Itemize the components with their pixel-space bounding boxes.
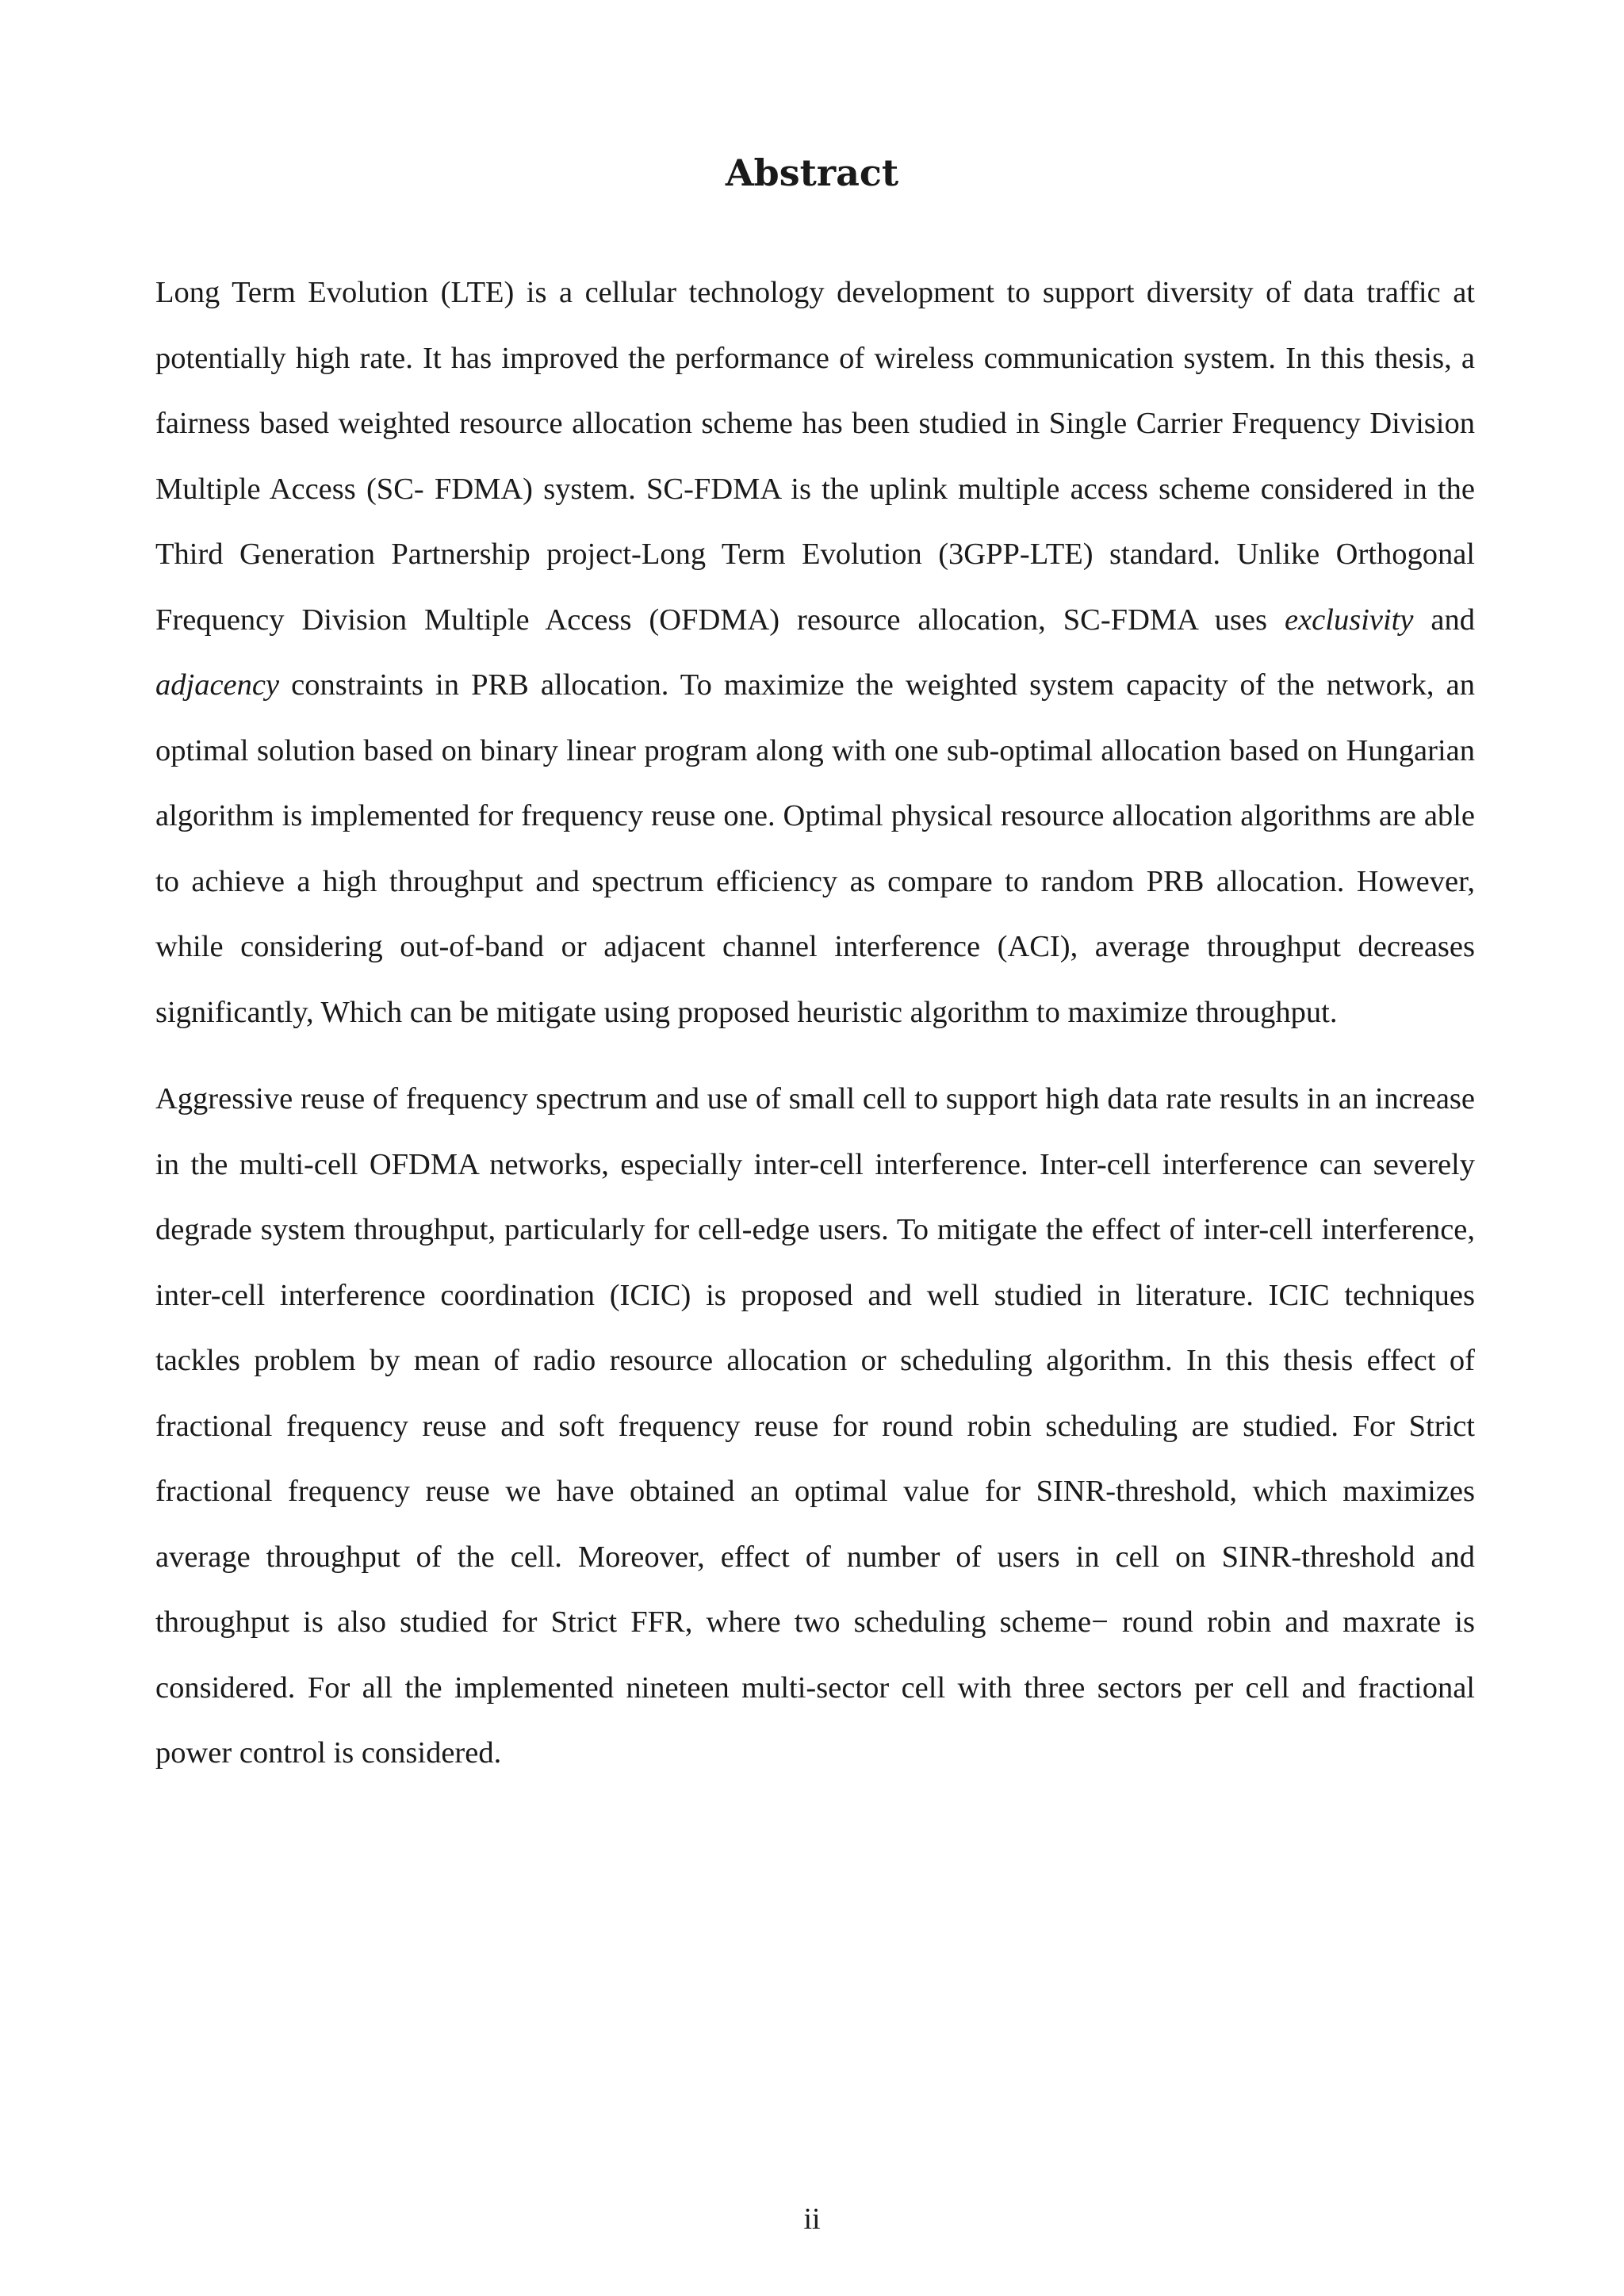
abstract-paragraph-2 (155, 1066, 1475, 1786)
emphasized-term-exclusivity: exclusivity (1285, 603, 1414, 637)
page-number: ii (803, 2202, 821, 2236)
emphasized-term-adjacency: adjacency (155, 668, 280, 702)
paragraph-text: and (1413, 603, 1476, 637)
abstract-paragraph-1 (155, 260, 1475, 1045)
paragraph-text: Long Term Evolution (LTE) is a cellular technology development to support diversity of data traffic at potentially high rate. It has improved the performance of wireless communication system. In this thesis, a fairness based weighted resource allocation scheme has been studied in Single Carrier Frequency Division Multiple Access (SC- FDMA) system. SC-FDMA is the uplink multiple access scheme considered in the Third Generation Partnership project-Long Term Evolution (3GPP-LTE) standard. Unlike Orthogonal Frequency Division Multiple Access (OFDMA) resource allocation, SC-FDMA uses (155, 276, 1475, 637)
paragraph-text: constraints in PRB allocation. To maximize the weighted system capacity of the network, an optimal solution based on binary linear program along with one sub-optimal allocation based on Hungarian algorithm is implemented for frequency reuse one. Optimal physical resource allocation algorithms are able to achieve a high throughput and spectrum efficiency as compare to random PRB allocation. However, while considering out-of-band or adjacent channel interference (ACI), average throughput decreases significantly, Which can be mitigate using proposed heuristic algorithm to maximize throughput. (155, 668, 1475, 1029)
paragraph-text: Aggressive reuse of frequency spectrum and use of small cell to support high data rate results in an increase in the multi-cell OFDMA networks, especially inter-cell interference. Inter-cell interference can severely degrade system throughput, particularly for cell-edge users. To mitigate the effect of inter-cell interference, inter-cell interference coordination (ICIC) is proposed and well studied in literature. ICIC techniques tackles problem by mean of radio resource allocation or scheduling algorithm. In this thesis effect of fractional frequency reuse and soft frequency reuse for round robin scheduling are studied. For Strict fractional frequency reuse we have obtained an optimal value for SINR-threshold, which maximizes average throughput of the cell. Moreover, effect of number of users in cell on SINR-threshold and throughput is also studied for Strict FFR, where two scheduling scheme− round robin and maxrate is considered. For all the implemented nineteen multi-sector cell with three sectors per cell and fractional power control is considered. (155, 1082, 1475, 1770)
page-title: Abstract (725, 151, 899, 194)
abstract-body (155, 260, 1475, 1786)
